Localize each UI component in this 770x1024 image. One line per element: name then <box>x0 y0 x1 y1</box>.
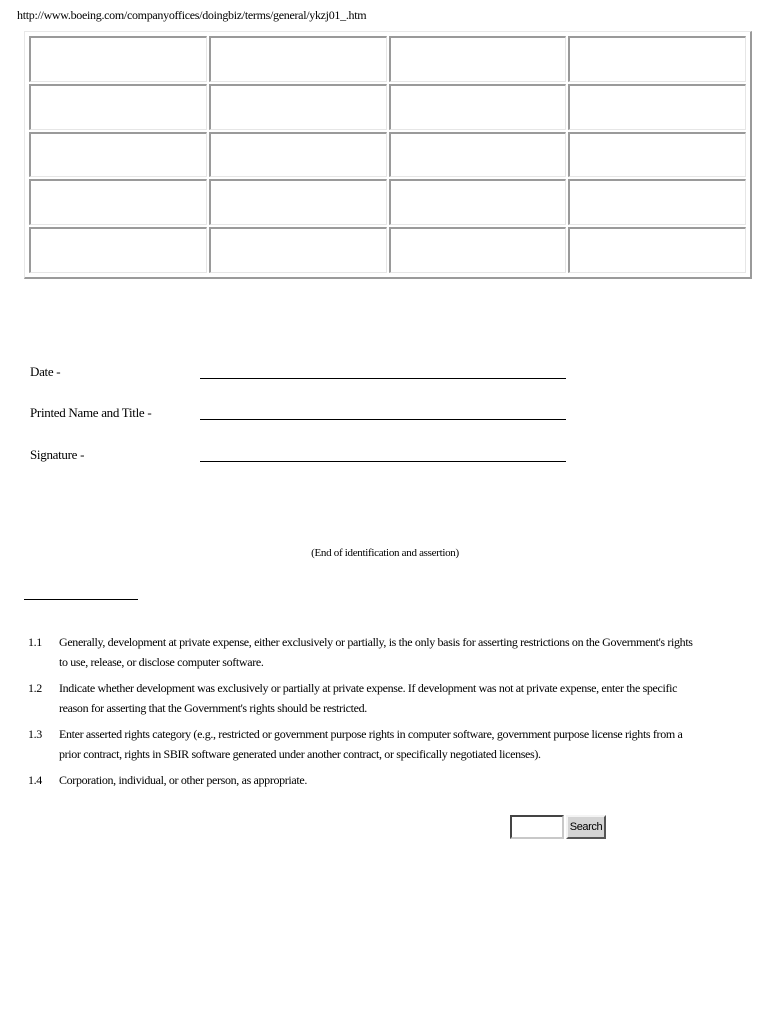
table-cell <box>568 132 746 178</box>
footnote-item <box>28 678 698 718</box>
table-cell <box>29 84 207 130</box>
table-cell <box>29 179 207 225</box>
footnote-text: Indicate whether development was exclusively or partially at private expense. If development was not at private expense, enter the specific reason for asserting that the Government's rights should be restricted. <box>59 681 678 715</box>
table-cell <box>209 227 387 273</box>
table-cell <box>389 227 567 273</box>
signature-line <box>200 461 566 462</box>
footnote-text: Corporation, individual, or other person, as appropriate. <box>59 773 307 787</box>
assertion-table <box>24 31 752 279</box>
name-title-row <box>30 405 590 425</box>
table-row <box>29 84 746 130</box>
footnote-text: Enter asserted rights category (e.g., restricted or government purpose rights in computer software, government purpose license rights from a prior contract, rights in SBIR software generated under another contract, or specifically negotiated licenses). <box>59 727 683 761</box>
table-cell <box>568 179 746 225</box>
table-cell <box>389 84 567 130</box>
footnote-text: Generally, development at private expense, either exclusively or partially, is the only basis for asserting restrictions on the Government's rights to use, release, or disclose computer software. <box>59 635 693 669</box>
table-row <box>29 36 746 82</box>
signature-row <box>30 447 590 467</box>
page-url: http://www.boeing.com/companyoffices/doingbiz/terms/general/ykzj01_.htm <box>17 8 367 22</box>
footnote-number: 1.3 <box>28 727 42 741</box>
footnote-number: 1.4 <box>28 773 42 787</box>
table-cell <box>389 132 567 178</box>
footnote-number: 1.2 <box>28 681 42 695</box>
end-note: (End of identification and assertion) <box>311 547 459 559</box>
footnotes-list <box>28 632 698 796</box>
signature-label: Signature - <box>30 447 85 462</box>
footnote-number: 1.1 <box>28 635 42 649</box>
table-cell <box>29 227 207 273</box>
table-cell <box>209 84 387 130</box>
footnote-item <box>28 770 698 790</box>
date-row <box>30 364 590 384</box>
table-cell <box>209 132 387 178</box>
footnote-divider <box>24 599 138 600</box>
assertion-table-grid <box>27 34 748 275</box>
table-cell <box>209 179 387 225</box>
date-label: Date - <box>30 364 61 379</box>
table-cell <box>29 36 207 82</box>
table-row <box>29 227 746 273</box>
table-cell <box>568 36 746 82</box>
name-title-line <box>200 419 566 420</box>
table-cell <box>209 36 387 82</box>
table-cell <box>389 36 567 82</box>
search-form <box>510 815 606 839</box>
footnote-item <box>28 724 698 764</box>
search-input[interactable] <box>510 815 564 839</box>
name-title-label: Printed Name and Title - <box>30 405 152 420</box>
search-button[interactable]: Search <box>566 815 606 839</box>
table-cell <box>568 84 746 130</box>
table-cell <box>568 227 746 273</box>
table-cell <box>29 132 207 178</box>
table-cell <box>389 179 567 225</box>
footnote-item <box>28 632 698 672</box>
table-row <box>29 132 746 178</box>
table-row <box>29 179 746 225</box>
date-line <box>200 378 566 379</box>
